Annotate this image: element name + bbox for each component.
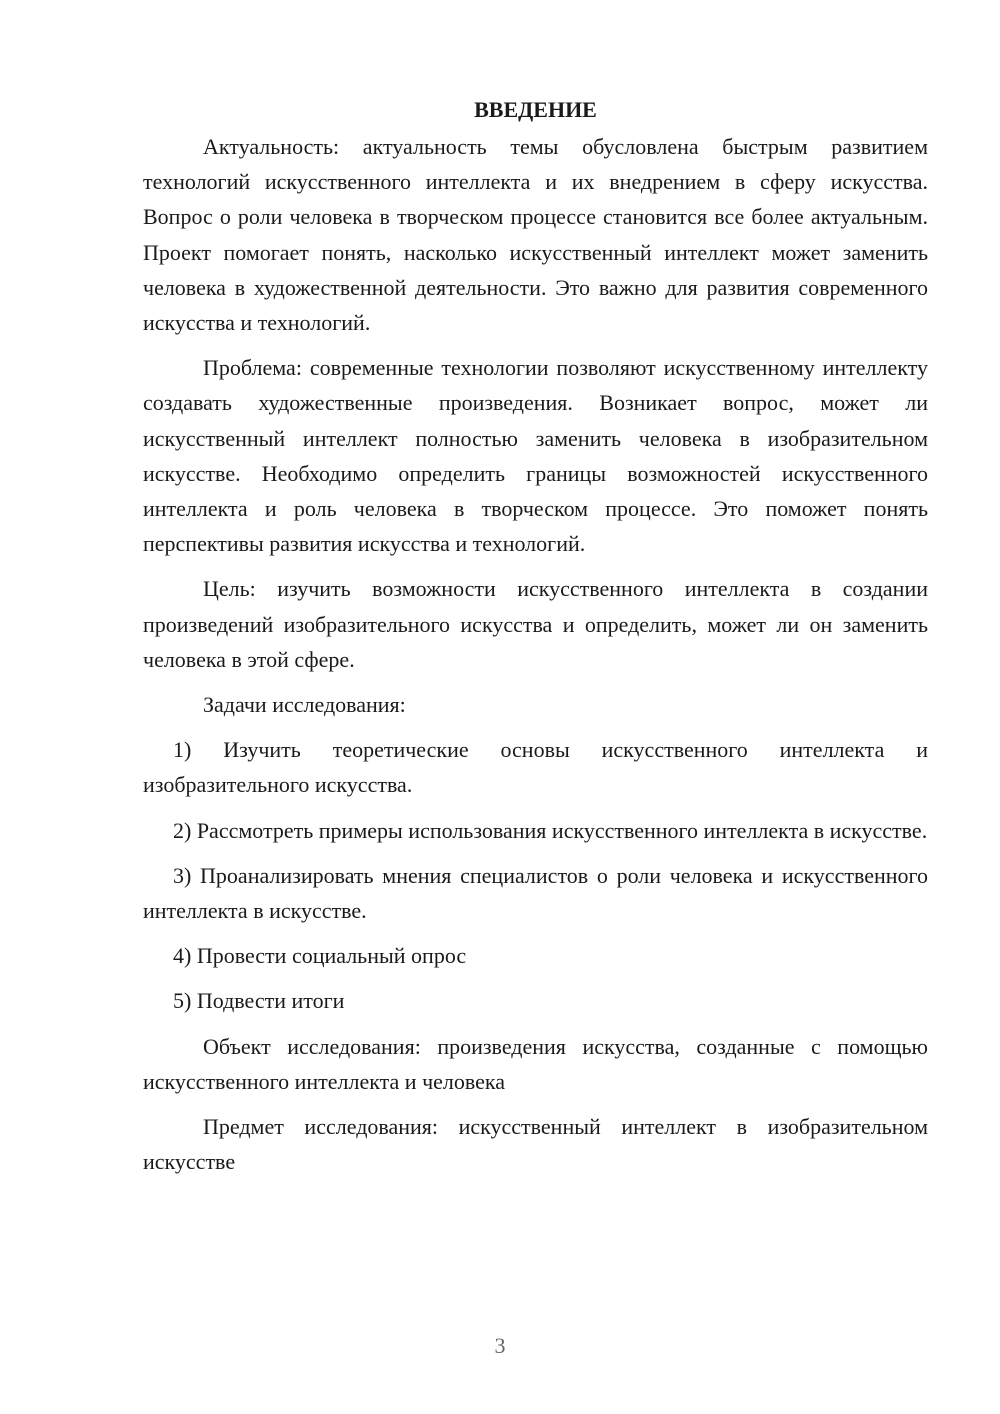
relevance-paragraph: Актуальность: актуальность темы обусловлена быстрым развитием технологий искусственного интеллекта и их внедрением в сферу искусства. Вопрос о роли человека в творческом процессе становится все более актуальным. Проект помогает понять, насколько искусственный интеллект может заменить человека в художественной деятельности. Это важно для развития современного искусства и технологий. xyxy=(143,134,928,336)
research-object-paragraph: Объект исследования: произведения искусства, созданные с помощью искусственного интеллекта и человека xyxy=(143,1033,928,1094)
section-heading: ВВЕДЕНИЕ xyxy=(474,97,597,122)
task-item-5: 5) Подвести итоги xyxy=(173,988,345,1014)
problem-paragraph: Проблема: современные технологии позволяют искусственному интеллекту создавать художественные произведения. Возникает вопрос, может ли искусственный интеллект полностью заменить человека в изобразительном искусстве. Необходимо определить границы возможностей искусственного интеллекта и роль человека в творческом процессе. Это поможет понять перспективы развития искусства и технологий. xyxy=(143,355,928,557)
page-number: 3 xyxy=(494,1333,506,1358)
task-item-2: 2) Рассмотреть примеры использования искусственного интеллекта в искусстве. xyxy=(173,817,928,843)
task-item-4: 4) Провести социальный опрос xyxy=(173,943,467,969)
goal-paragraph: Цель: изучить возможности искусственного интеллекта в создании произведений изобразительного искусства и определить, может ли он заменить человека в этой сфере. xyxy=(143,576,928,672)
tasks-heading: Задачи исследования: xyxy=(203,692,406,718)
task-item-1: 1) Изучить теоретические основы искусственного интеллекта и изобразительного искусства. xyxy=(143,737,928,798)
research-subject-paragraph: Предмет исследования: искусственный интеллект в изобразительном искусстве xyxy=(143,1114,928,1175)
document-page xyxy=(143,92,928,1179)
task-item-3: 3) Проанализировать мнения специалистов о роли человека и искусственного интеллекта в искусстве. xyxy=(143,862,928,924)
